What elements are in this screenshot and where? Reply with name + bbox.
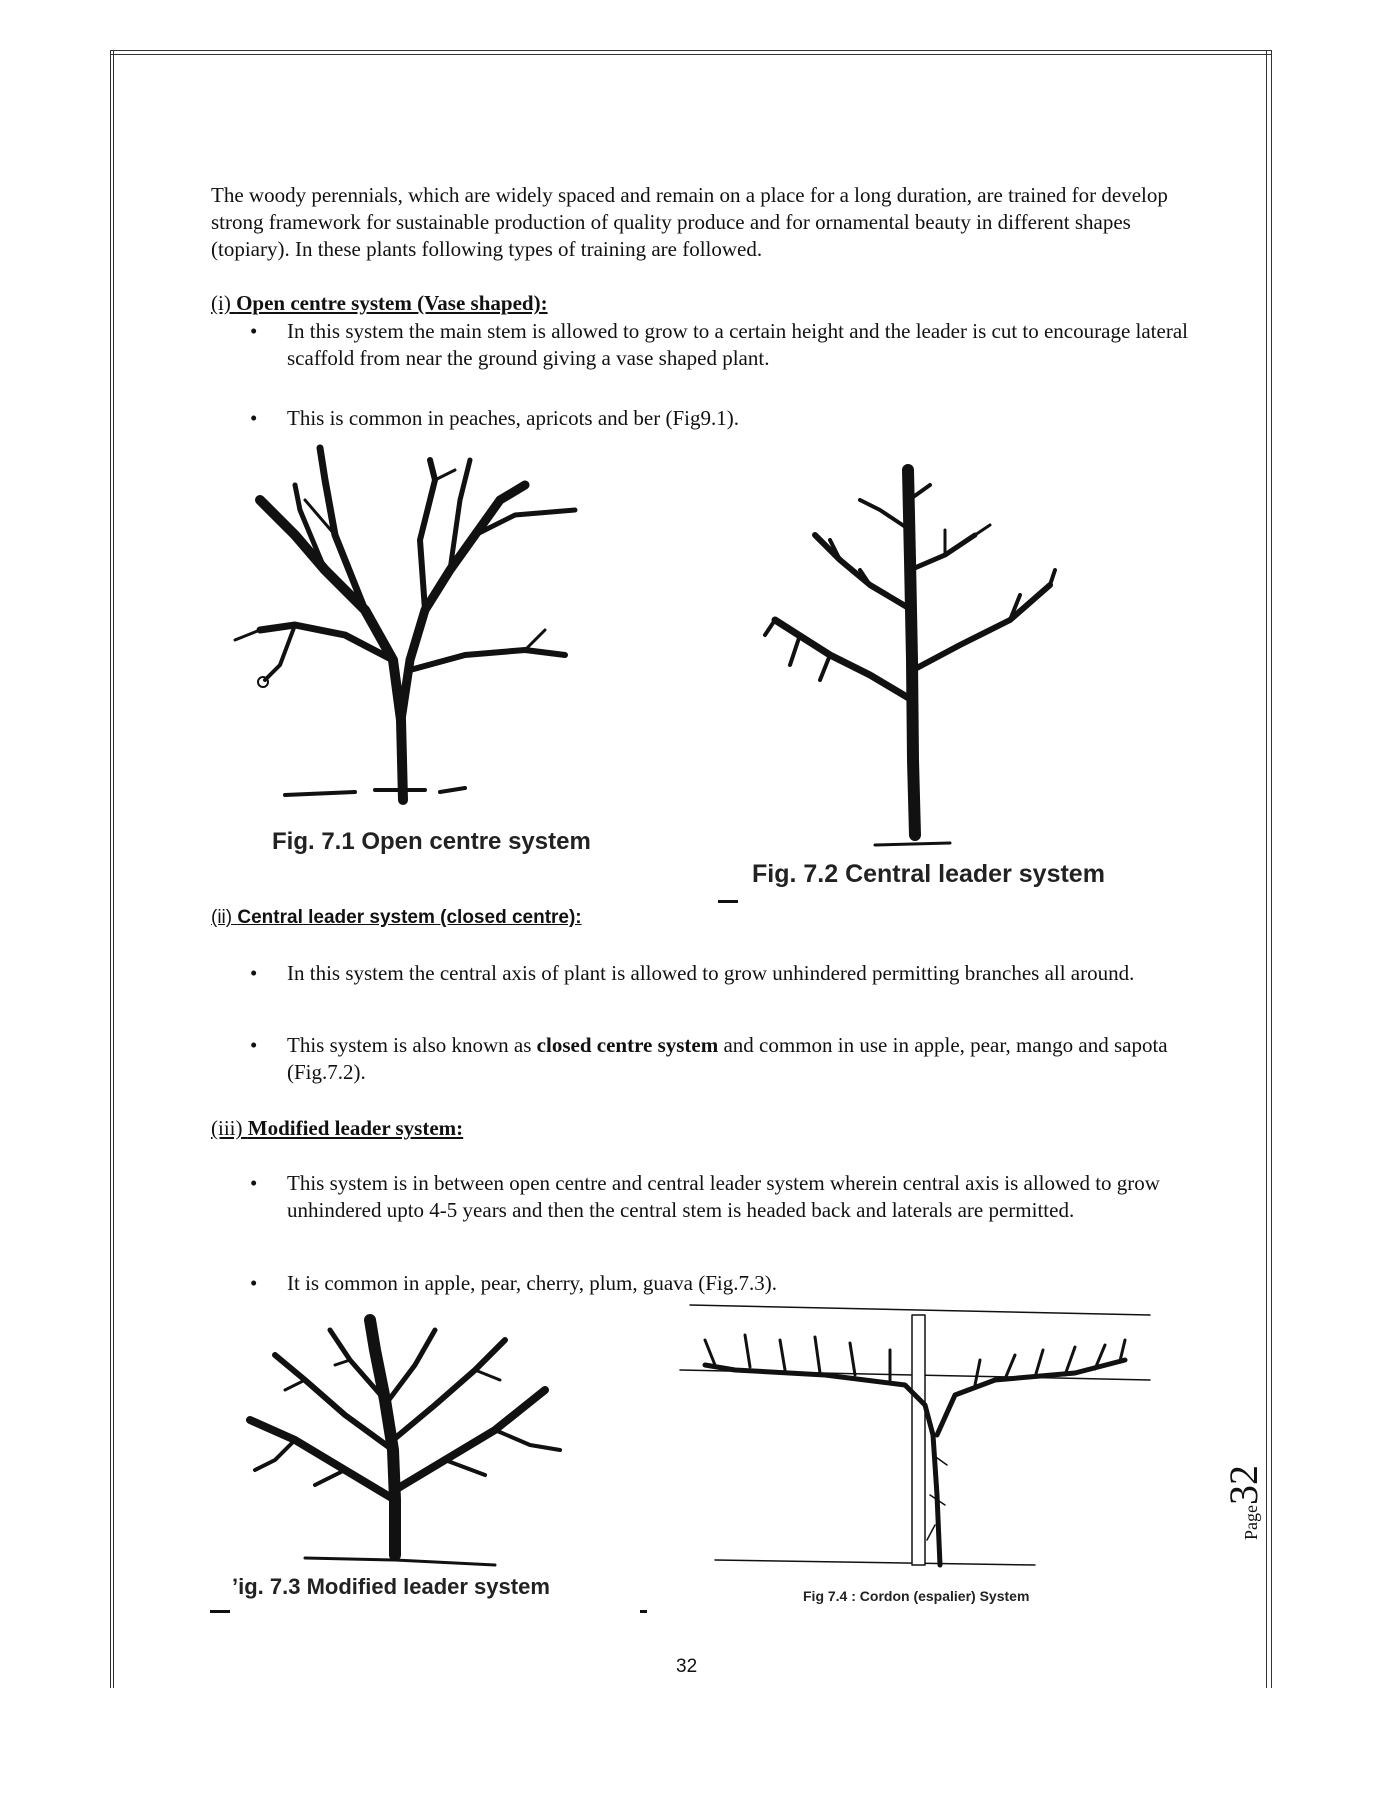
- section-title: Central leader system (closed centre):: [237, 907, 582, 928]
- bullet-text: In this system the main stem is allowed to grow to a certain height and the leader is cut to encourage lateral scaffold from near the ground giving a vase shaped plant.: [287, 319, 1188, 370]
- section-prefix: (iii): [211, 1116, 248, 1140]
- underscore-mark: [718, 900, 738, 903]
- section-title: Open centre system (Vase shaped):: [236, 291, 548, 315]
- bullet-item: [250, 1032, 1200, 1086]
- section-prefix: (ii): [211, 907, 238, 928]
- open-centre-tree-illustration: [225, 440, 605, 820]
- bullet-icon: •: [250, 319, 258, 343]
- page-number-side: [1220, 1390, 1300, 1540]
- section-title: Modified leader system:: [247, 1116, 464, 1140]
- bullet-lead-text: This system is also known as: [287, 1033, 537, 1057]
- underscore-mark: [210, 1610, 230, 1613]
- figure-caption: Fig. 7.1 Open centre system: [272, 828, 591, 855]
- section-heading-central-leader: [211, 904, 582, 931]
- figure-caption: Fig. 7.2 Central leader system: [752, 860, 1105, 888]
- bullet-icon: •: [250, 1171, 258, 1195]
- bullet-icon: •: [250, 406, 258, 430]
- bullet-item: [250, 405, 1200, 432]
- bullet-text: [287, 1032, 1200, 1086]
- figure-caption: ʼig. 7.3 Modified leader system: [232, 1574, 550, 1599]
- bullet-icon: •: [250, 1271, 258, 1295]
- page-number-footer: 32: [676, 1656, 698, 1677]
- figure-caption: Fig 7.4 : Cordon (espalier) System: [803, 1588, 1030, 1604]
- bullet-icon: •: [250, 961, 258, 985]
- section-prefix: (i): [211, 291, 237, 315]
- section-heading-modified-leader: [211, 1115, 463, 1142]
- page-border-left: [110, 50, 114, 1688]
- bullet-bold-text: closed centre system: [536, 1033, 719, 1057]
- bullet-icon: •: [250, 1033, 258, 1057]
- side-page-label: Page: [1241, 1505, 1261, 1540]
- bullet-text: This is common in peaches, apricots and ber (Fig9.1).: [287, 406, 739, 430]
- bullet-text: It is common in apple, pear, cherry, plum, guava (Fig.7.3).: [287, 1271, 778, 1295]
- bullet-rest-text: and common in use in apple, pear, mango and sapota (Fig.7.2).: [287, 1033, 1168, 1084]
- bullet-item: [250, 960, 1200, 987]
- underscore-mark: [640, 1610, 647, 1613]
- cordon-espalier-illustration: [675, 1295, 1165, 1575]
- page-border-top-inner: [110, 54, 1272, 55]
- section-heading-open-centre: [211, 290, 548, 317]
- side-page-number: 32: [1221, 1465, 1266, 1505]
- intro-paragraph: The woody perennials, which are widely spaced and remain on a place for a long duration, are trained for develop strong framework for sustainable production of quality produce and for ornamental beauty in different shapes (topiary). In these plants following types of training are followed.: [211, 183, 1168, 261]
- bullet-item: [250, 1170, 1200, 1224]
- page-border-top: [110, 50, 1272, 51]
- central-leader-tree-illustration: [750, 460, 1080, 850]
- bullet-text: This system is in between open centre and central leader system wherein central axis is allowed to grow unhindered upto 4-5 years and then the central stem is headed back and laterals are permitted.: [287, 1171, 1160, 1222]
- bullet-text: In this system the central axis of plant is allowed to grow unhindered permitting branches all around.: [287, 961, 1135, 985]
- modified-leader-tree-illustration: [245, 1310, 585, 1570]
- bullet-item: [250, 1270, 1200, 1297]
- bullet-item: [250, 318, 1200, 372]
